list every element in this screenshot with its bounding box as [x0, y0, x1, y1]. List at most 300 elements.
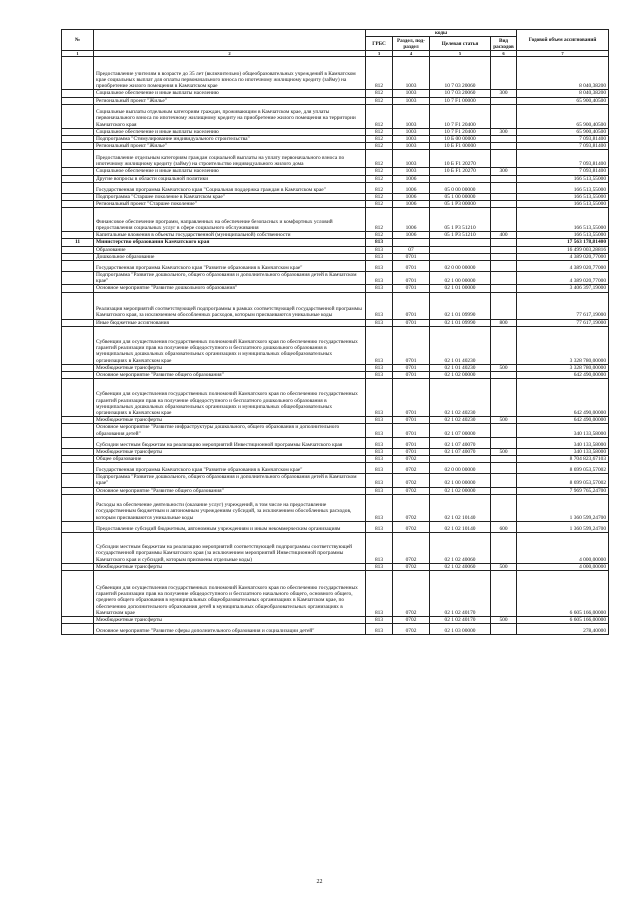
row-grbs: 813 — [366, 239, 393, 246]
row-grbs: 812 — [366, 136, 393, 143]
row-expense — [491, 292, 517, 319]
row-amount: 7 093,81400 — [517, 136, 609, 143]
row-grbs: 812 — [366, 193, 393, 200]
table-row — [62, 128, 609, 135]
row-article: 10 Б F1 00000 — [430, 143, 491, 150]
row-expense — [491, 253, 517, 260]
row-section: 1003 — [393, 128, 430, 135]
row-expense — [491, 208, 517, 232]
row-number — [62, 193, 94, 200]
row-grbs: 812 — [366, 175, 393, 182]
row-number — [62, 563, 94, 570]
row-amount: 166 513,55000 — [517, 182, 609, 193]
table-row — [62, 285, 609, 292]
header-no: № — [62, 30, 94, 51]
column-index: 4 — [393, 51, 430, 57]
row-article: 02 1 01 40230 — [430, 364, 491, 371]
row-article: 10 Б F1 20270 — [430, 168, 491, 175]
column-index: 1 — [62, 51, 94, 57]
row-grbs: 812 — [366, 57, 393, 90]
row-article — [430, 246, 491, 253]
row-section: 0702 — [393, 474, 430, 487]
row-name: Подпрограмма "Стимулирование индивидуального строительства" — [94, 136, 366, 143]
row-name: Основное мероприятие "Развитие дошкольного образования" — [94, 285, 366, 292]
row-amount: 166 513,55000 — [517, 232, 609, 239]
row-section: 0702 — [393, 532, 430, 563]
row-section: 0701 — [393, 292, 430, 319]
row-number — [62, 246, 94, 253]
row-amount: 166 513,55000 — [517, 175, 609, 182]
row-amount: 8 040,38200 — [517, 90, 609, 97]
row-expense — [491, 193, 517, 200]
row-article: 02 1 02 00000 — [430, 487, 491, 494]
table-row — [62, 563, 609, 570]
row-number — [62, 253, 94, 260]
row-amount: 4 389 020,77000 — [517, 261, 609, 272]
row-section: 1003 — [393, 168, 430, 175]
row-name: Основное мероприятие "Развитие сферы дополнительного образования и социализации детей" — [94, 624, 366, 635]
table-row — [62, 372, 609, 379]
row-expense: 300 — [491, 128, 517, 135]
row-section: 0701 — [393, 253, 430, 260]
row-number — [62, 448, 94, 455]
row-amount: 7 093,81400 — [517, 150, 609, 168]
row-expense: 500 — [491, 448, 517, 455]
row-article: 02 0 00 00000 — [430, 261, 491, 272]
table-row — [62, 326, 609, 364]
row-article: 10 7 F1 20400 — [430, 128, 491, 135]
row-amount: 8 699 053,57002 — [517, 474, 609, 487]
row-number — [62, 571, 94, 617]
row-section: 0702 — [393, 571, 430, 617]
row-amount: 17 563 178,81400 — [517, 239, 609, 246]
row-section: 0702 — [393, 521, 430, 532]
row-article — [430, 239, 491, 246]
row-section: 0702 — [393, 487, 430, 494]
row-expense: 500 — [491, 364, 517, 371]
row-grbs: 813 — [366, 494, 393, 521]
row-expense — [491, 494, 517, 521]
table-row — [62, 417, 609, 424]
table-row — [62, 246, 609, 253]
row-amount: 8 704 823,67103 — [517, 456, 609, 463]
row-number — [62, 417, 94, 424]
row-amount: 6 605 166,00000 — [517, 571, 609, 617]
row-section: 1003 — [393, 150, 430, 168]
row-article: 02 1 01 00000 — [430, 285, 491, 292]
row-section: 0702 — [393, 463, 430, 474]
row-grbs: 813 — [366, 463, 393, 474]
row-name: Другие вопросы в области социальной политики — [94, 175, 366, 182]
row-number — [62, 521, 94, 532]
row-number — [62, 285, 94, 292]
row-amount: 3 328 780,00000 — [517, 364, 609, 371]
row-number — [62, 90, 94, 97]
row-number — [62, 617, 94, 624]
row-amount: 8 040,38200 — [517, 57, 609, 90]
row-section: 1003 — [393, 143, 430, 150]
row-section: 0701 — [393, 261, 430, 272]
row-number — [62, 326, 94, 364]
row-grbs: 812 — [366, 232, 393, 239]
row-grbs: 813 — [366, 424, 393, 437]
row-grbs: 812 — [366, 182, 393, 193]
row-grbs: 813 — [366, 417, 393, 424]
table-row — [62, 437, 609, 448]
row-section: 1006 — [393, 193, 430, 200]
row-expense — [491, 571, 517, 617]
row-expense — [491, 239, 517, 246]
row-number — [62, 201, 94, 208]
row-expense — [491, 437, 517, 448]
row-section: 0701 — [393, 285, 430, 292]
row-article: 02 1 07 40070 — [430, 448, 491, 455]
header-section: Раздел, под-раздел — [393, 37, 430, 51]
row-section: 1006 — [393, 175, 430, 182]
row-number — [62, 437, 94, 448]
row-article: 05 1 P3 00000 — [430, 201, 491, 208]
row-section: 0701 — [393, 319, 430, 326]
table-row — [62, 624, 609, 635]
row-amount: 166 513,55000 — [517, 208, 609, 232]
row-expense — [491, 532, 517, 563]
row-amount: 65 900,40500 — [517, 97, 609, 104]
row-article: 02 1 02 40170 — [430, 617, 491, 624]
row-grbs: 813 — [366, 364, 393, 371]
row-grbs: 813 — [366, 521, 393, 532]
header-grbs: ГРБС — [366, 37, 393, 51]
budget-table — [61, 29, 609, 635]
table-row — [62, 487, 609, 494]
row-name: Подпрограмма "Старшее поколение в Камчатском крае" — [94, 193, 366, 200]
row-article: 05 1 00 00000 — [430, 193, 491, 200]
row-section: 0701 — [393, 326, 430, 364]
row-expense — [491, 424, 517, 437]
row-grbs: 812 — [366, 143, 393, 150]
row-number — [62, 128, 94, 135]
row-name: Государственная программа Камчатского края "Развитие образования в Камчатском крае" — [94, 261, 366, 272]
row-grbs: 812 — [366, 168, 393, 175]
row-grbs: 813 — [366, 448, 393, 455]
column-index: 5 — [430, 51, 491, 57]
row-amount: 642 490,00000 — [517, 372, 609, 379]
row-expense — [491, 463, 517, 474]
table-row — [62, 571, 609, 617]
row-grbs: 812 — [366, 128, 393, 135]
row-section: 0701 — [393, 424, 430, 437]
row-name: Министерство образования Камчатского края — [94, 239, 366, 246]
row-amount: 278,40000 — [517, 624, 609, 635]
table-row — [62, 272, 609, 285]
row-article: 10 7 F1 20400 — [430, 104, 491, 128]
row-grbs: 813 — [366, 624, 393, 635]
row-name: Расходы на обеспечение деятельности (оказание услуг) учреждений, в том числе на предоставление государственным бюджетным и автономным учреждениям субсидий, за исключением обособленных расходов, которым присваиваются уникальные коды — [94, 494, 366, 521]
row-number — [62, 175, 94, 182]
row-section: 0701 — [393, 379, 430, 417]
row-name: Финансовое обеспечение программ, направленных на обеспечение безопасных и комфортных условий предоставления социальных услуг в сфере социального обслуживания — [94, 208, 366, 232]
row-article: 02 1 01 09990 — [430, 319, 491, 326]
table-row — [62, 474, 609, 487]
table-row — [62, 292, 609, 319]
row-grbs: 812 — [366, 201, 393, 208]
row-expense: 500 — [491, 617, 517, 624]
row-section: 0702 — [393, 494, 430, 521]
row-name: Межбюджетные трансферты — [94, 448, 366, 455]
row-article: 10 7 03 20060 — [430, 90, 491, 97]
row-amount: 166 513,55000 — [517, 201, 609, 208]
row-article: 02 1 00 00000 — [430, 474, 491, 487]
table-row — [62, 175, 609, 182]
row-name: Основное мероприятие "Развитие инфраструктуры дошкольного, общего образования и дополнительного образования детей" — [94, 424, 366, 437]
row-section — [393, 239, 430, 246]
row-name: Субсидии местным бюджетам на реализацию мероприятий Инвестиционной программы Камчатского края — [94, 437, 366, 448]
row-grbs: 812 — [366, 208, 393, 232]
row-grbs: 813 — [366, 272, 393, 285]
column-index: 3 — [366, 51, 393, 57]
row-expense — [491, 104, 517, 128]
row-grbs: 813 — [366, 437, 393, 448]
column-index: 6 — [491, 51, 517, 57]
row-grbs: 813 — [366, 326, 393, 364]
row-name: Региональный проект "Старшее поколение" — [94, 201, 366, 208]
row-grbs: 813 — [366, 319, 393, 326]
row-section: 1006 — [393, 232, 430, 239]
table-row — [62, 448, 609, 455]
row-number — [62, 532, 94, 563]
row-amount: 340 133,58000 — [517, 424, 609, 437]
row-number — [62, 474, 94, 487]
row-name: Предоставление учителям в возрасте до 35 лет (включительно) общеобразовательных учреждений в Камчатском крае социальных выплат для оплаты первоначального взноса по ипотечному жилищному кредиту (займу) на приобретение жилого помещения в Камчатском крае — [94, 57, 366, 90]
table-row — [62, 319, 609, 326]
row-grbs: 813 — [366, 617, 393, 624]
row-expense — [491, 285, 517, 292]
row-article: 02 1 01 40230 — [430, 326, 491, 364]
row-amount: 340 133,58000 — [517, 448, 609, 455]
table-body — [62, 57, 609, 635]
row-amount: 77 617,19000 — [517, 319, 609, 326]
row-number — [62, 272, 94, 285]
row-name: Региональный проект "Жилье" — [94, 143, 366, 150]
row-number — [62, 494, 94, 521]
row-expense — [491, 261, 517, 272]
row-grbs: 812 — [366, 150, 393, 168]
row-section: 0701 — [393, 364, 430, 371]
row-article: 05 1 P3 51210 — [430, 232, 491, 239]
table-row — [62, 239, 609, 246]
table-row — [62, 261, 609, 272]
row-number — [62, 232, 94, 239]
row-amount: 642 490,00000 — [517, 379, 609, 417]
row-number — [62, 624, 94, 635]
row-name: Общее образование — [94, 456, 366, 463]
row-grbs: 813 — [366, 261, 393, 272]
row-number — [62, 136, 94, 143]
row-grbs: 813 — [366, 487, 393, 494]
row-amount: 7 093,81400 — [517, 143, 609, 150]
table-row — [62, 532, 609, 563]
row-section: 0702 — [393, 624, 430, 635]
table-row — [62, 193, 609, 200]
row-amount: 4 389 020,77000 — [517, 253, 609, 260]
row-grbs: 813 — [366, 246, 393, 253]
row-number — [62, 150, 94, 168]
row-expense — [491, 372, 517, 379]
table-row — [62, 104, 609, 128]
table-row — [62, 424, 609, 437]
table-row — [62, 617, 609, 624]
row-article: 10 7 03 20060 — [430, 57, 491, 90]
row-expense — [491, 379, 517, 417]
table-row — [62, 201, 609, 208]
row-grbs: 813 — [366, 285, 393, 292]
table-row — [62, 521, 609, 532]
table-row — [62, 463, 609, 474]
row-amount: 7 969 765,24700 — [517, 487, 609, 494]
row-expense: 800 — [491, 319, 517, 326]
header-expense: Вид расходов — [491, 37, 517, 51]
budget-table-sheet — [61, 29, 608, 635]
row-number — [62, 372, 94, 379]
row-number — [62, 57, 94, 90]
row-number — [62, 208, 94, 232]
row-amount: 65 900,40500 — [517, 128, 609, 135]
row-grbs: 813 — [366, 532, 393, 563]
row-expense: 500 — [491, 563, 517, 570]
row-section: 0701 — [393, 417, 430, 424]
row-grbs: 813 — [366, 253, 393, 260]
table-row — [62, 232, 609, 239]
row-article: 02 1 02 40170 — [430, 571, 491, 617]
table-row — [62, 456, 609, 463]
row-grbs: 813 — [366, 372, 393, 379]
row-article: 02 1 00 00000 — [430, 272, 491, 285]
row-grbs: 813 — [366, 456, 393, 463]
row-number — [62, 424, 94, 437]
row-section: 1006 — [393, 201, 430, 208]
header-amount: Годовой объем ассигнований — [517, 30, 609, 51]
row-name: Социальное обеспечение и иные выплаты населению — [94, 90, 366, 97]
row-expense — [491, 624, 517, 635]
row-name: Подпрограмма "Развитие дошкольного, общего образования и дополнительного образования детей в Камчатском крае" — [94, 272, 366, 285]
row-section: 1003 — [393, 136, 430, 143]
row-expense: 300 — [491, 168, 517, 175]
row-name: Предоставление отдельным категориям граждан социальной выплаты на уплату первоначального взноса по ипотечному жилищному кредиту (займу) на строительство индивидуального жилого дома — [94, 150, 366, 168]
row-article: 02 0 00 00000 — [430, 463, 491, 474]
row-name: Социальные выплаты отдельным категориям граждан, проживающим в Камчатском крае, для уплаты первоначального взноса по ипотечному жилищному кредиту на приобретение жилого помещения на территории Камчатского края — [94, 104, 366, 128]
row-grbs: 813 — [366, 292, 393, 319]
row-number — [62, 292, 94, 319]
row-number — [62, 97, 94, 104]
row-expense: 500 — [491, 417, 517, 424]
row-number — [62, 168, 94, 175]
row-section: 0701 — [393, 372, 430, 379]
column-index: 2 — [94, 51, 366, 57]
row-expense — [491, 175, 517, 182]
row-article: 02 1 01 09990 — [430, 292, 491, 319]
row-name: Межбюджетные трансферты — [94, 617, 366, 624]
row-amount: 4 000,00000 — [517, 532, 609, 563]
row-article — [430, 456, 491, 463]
row-article: 10 Б 00 00000 — [430, 136, 491, 143]
row-article: 10 7 F1 00000 — [430, 97, 491, 104]
row-article: 02 1 02 10140 — [430, 494, 491, 521]
row-article: 02 1 02 10140 — [430, 521, 491, 532]
row-name: Подпрограмма "Развитие дошкольного, общего образования и дополнительного образования детей в Камчатском крае" — [94, 474, 366, 487]
row-amount: 4 000,00000 — [517, 563, 609, 570]
page-number: 22 — [316, 879, 323, 885]
row-amount: 77 617,19000 — [517, 292, 609, 319]
row-expense — [491, 201, 517, 208]
table-row — [62, 168, 609, 175]
row-article: 05 0 00 00000 — [430, 182, 491, 193]
row-name: Дошкольное образование — [94, 253, 366, 260]
table-row — [62, 253, 609, 260]
row-expense — [491, 150, 517, 168]
row-number — [62, 261, 94, 272]
row-name: Реализация мероприятий соответствующей подпрограммы в рамках соответствующей государственной программы Камчатского края, за исключением обособленных расходов, которым присваиваются уникальные коды — [94, 292, 366, 319]
header-codes: коды — [366, 30, 517, 37]
row-amount: 16 499 003,28816 — [517, 246, 609, 253]
row-amount: 642 490,00000 — [517, 417, 609, 424]
row-expense — [491, 143, 517, 150]
table-row — [62, 57, 609, 90]
row-grbs: 813 — [366, 379, 393, 417]
row-section: 1003 — [393, 57, 430, 90]
row-article: 02 1 02 40060 — [430, 532, 491, 563]
row-amount: 4 389 020,77000 — [517, 272, 609, 285]
row-grbs: 813 — [366, 563, 393, 570]
table-row — [62, 143, 609, 150]
row-section: 0701 — [393, 437, 430, 448]
row-expense — [491, 246, 517, 253]
row-name: Социальное обеспечение и иные выплаты населению — [94, 168, 366, 175]
row-grbs: 812 — [366, 104, 393, 128]
header-article: Целевая статья — [430, 37, 491, 51]
header-name — [94, 30, 366, 51]
table-row — [62, 208, 609, 232]
row-expense — [491, 97, 517, 104]
row-name: Межбюджетные трансферты — [94, 563, 366, 570]
row-article: 10 Б F1 20270 — [430, 150, 491, 168]
row-article: 05 1 P3 51210 — [430, 208, 491, 232]
row-name: Субвенции для осуществления государственных полномочий Камчатского края по обеспечению государственных гарантий реализации прав на получение общедоступного и бесплатного дошкольного образования в муниципальных дошкольных образовательных организациях и муниципальных общеобразовательных организациях в Камчатском крае — [94, 379, 366, 417]
row-expense — [491, 57, 517, 90]
row-name: Межбюджетные трансферты — [94, 364, 366, 371]
row-article: 02 1 02 40230 — [430, 379, 491, 417]
row-number — [62, 143, 94, 150]
row-article: 02 1 02 40230 — [430, 417, 491, 424]
row-number — [62, 379, 94, 417]
row-number — [62, 104, 94, 128]
row-number — [62, 364, 94, 371]
row-expense: 400 — [491, 232, 517, 239]
row-section: 1006 — [393, 182, 430, 193]
table-row — [62, 150, 609, 168]
row-grbs: 813 — [366, 474, 393, 487]
row-amount: 340 133,58000 — [517, 437, 609, 448]
row-expense — [491, 487, 517, 494]
row-expense — [491, 456, 517, 463]
row-expense — [491, 474, 517, 487]
row-grbs: 812 — [366, 97, 393, 104]
row-name: Образование — [94, 246, 366, 253]
row-section: 1006 — [393, 208, 430, 232]
row-number — [62, 463, 94, 474]
row-expense: 300 — [491, 90, 517, 97]
row-article: 02 1 07 40070 — [430, 437, 491, 448]
table-row — [62, 97, 609, 104]
row-number — [62, 319, 94, 326]
